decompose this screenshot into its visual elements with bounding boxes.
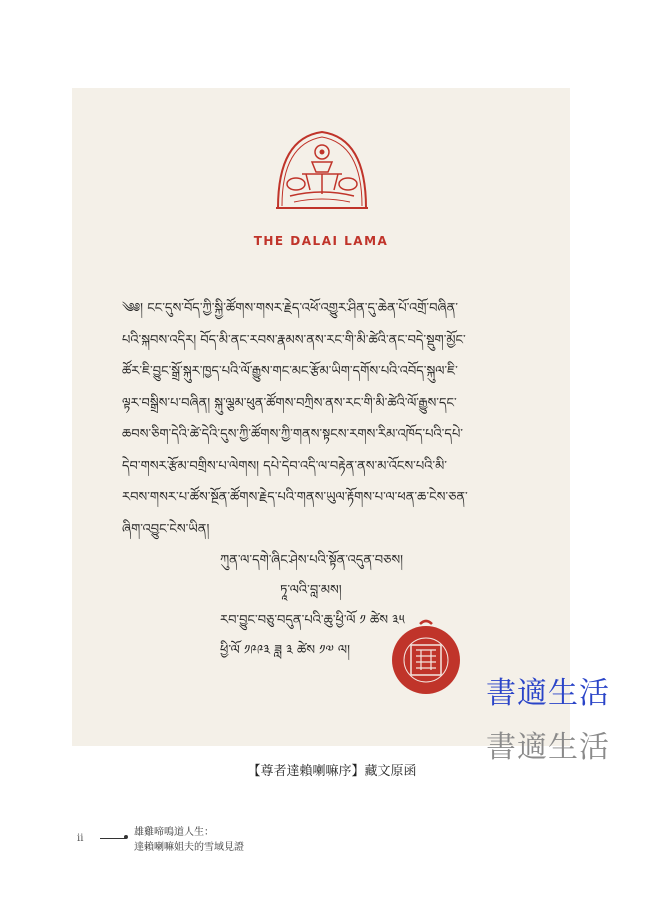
signature-block bbox=[220, 546, 510, 666]
letter-line: དེབ་གསར་རྩོམ་བགྲིས་པ་ལེགས། དཔེ་དེབ་འདི་ལ་བརྟེན་ནས་མ་འོངས་པའི་མི་ bbox=[122, 458, 447, 474]
footer-rule bbox=[100, 838, 126, 839]
letter-line: ཚོར་ཇི་བྱུང་སྒྲོ་སྐུར་ཁྱད་པའི་ལོ་རྒྱུས་གང་མང་རྩོམ་ཡིག་དགོས་པའི་འབོད་སྐུལ་ཇི་ bbox=[122, 364, 458, 379]
letter-line: ༄༅། ངང་དུས་བོད་ཀྱི་སྐྱི་ཚོགས་གསར་རྗེད་འཕོ་འགྱུར་ཤིན་དུ་ཆེན་པོ་འགྲོ་བཞིན་ bbox=[122, 301, 458, 316]
letter-line: པའི་སྐབས་འདིར། བོད་མི་ནང་རབས་རྣམས་ནས་རང་གི་མི་ཚེའི་ནང་བདེ་སྡུག་མྱོང་ bbox=[122, 332, 466, 348]
closing-line: ཀུན་ལ་དགེ་ཞིང་ཤེས་པའི་སྟོན་འདུན་བཅས། bbox=[220, 553, 404, 568]
letterhead-title: THE DALAI LAMA bbox=[253, 234, 389, 248]
western-date: ཕྱི་ལོ ༡༩༩༣ ཟླ ༣ ཚེས ༡༧ ལ། bbox=[220, 643, 350, 658]
dalai-lama-emblem bbox=[272, 128, 372, 216]
running-title-line1: 雄雞啼鳴道人生： bbox=[134, 827, 214, 838]
letter-line: ཞིག་འབྱུང་ངེས་ཡིན། bbox=[122, 521, 210, 537]
running-title-line2: 達賴喇嘛姐夫的雪域見證 bbox=[134, 842, 244, 853]
letter-line: ལྟར་བསྒྲིས་པ་བཞིན། སྐུ་ལྕམ་ཕུན་ཚོགས་བཀྲིས་ནས་རང་གི་མི་ཚེའི་ལོ་རྒྱུས་དང་ bbox=[122, 395, 457, 411]
tibetan-date: རབ་བྱུང་བཅུ་བདུན་པའི་ཆུ་ཕྱི་ལོ ༡ ཚེས ༣༥ bbox=[220, 613, 405, 628]
page-number: ii bbox=[77, 833, 84, 844]
footer-bullet bbox=[124, 835, 128, 839]
letter-page bbox=[72, 88, 570, 746]
signatory: ཏཱ་ལའི་བླ་མས། bbox=[280, 583, 342, 598]
running-title bbox=[134, 825, 244, 855]
letter-line: རབས་གསར་པ་ཚོས་སྔོན་ཚོགས་རྗེད་པའི་གནས་ཡུལ་རྟོགས་པ་ལ་ཕན་ཆ་ངེས་ཅན་ bbox=[122, 490, 468, 505]
letter-body bbox=[122, 293, 540, 545]
publisher-watermark: 書適生活 bbox=[486, 676, 610, 711]
publisher-watermark-gray: 書適生活 bbox=[486, 730, 610, 765]
letter-line: ཆབས་ཅིག་དེའི་ཚེ་དེའི་དུས་ཀྱི་ཚོགས་ཀྱི་གནས་སྟངས་རགས་རིམ་འཁོད་པའི་དཔེ་ bbox=[122, 427, 464, 442]
red-seal-stamp bbox=[387, 618, 465, 698]
figure-caption: 【尊者達賴喇嘛序】藏文原函 bbox=[247, 764, 417, 779]
